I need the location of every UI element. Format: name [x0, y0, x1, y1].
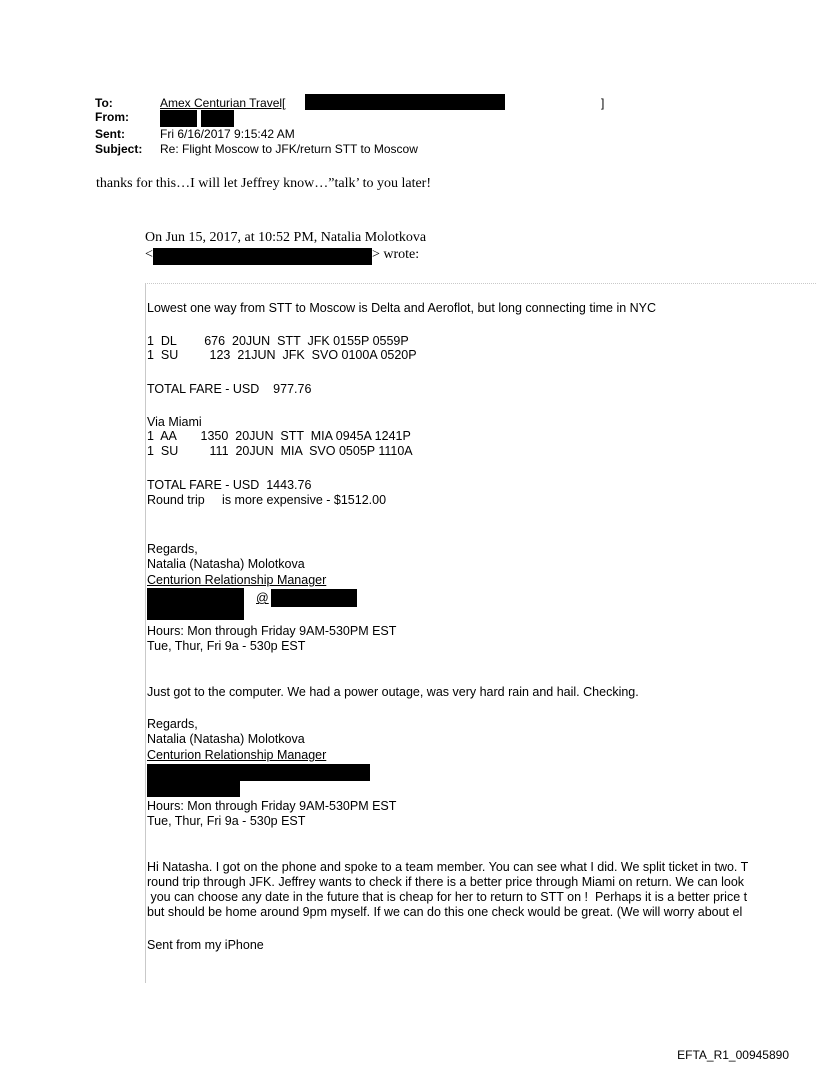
message1-intro: Lowest one way from STT to Moscow is Delta and Aeroflot, but long connecting time in NYC [147, 301, 657, 315]
flight-row: 1 DL 676 20JUN STT JFK 0155P 0559P [147, 334, 409, 348]
redaction-from-2 [201, 110, 234, 127]
signature1-at: @ [256, 591, 269, 605]
to-value: Amex Centurian Travel[ [160, 96, 286, 110]
message3-line2: round trip through JFK. Jeffrey wants to check if there is a better price through Miami on return. We can look [147, 875, 745, 889]
signature1-name: Natalia (Natasha) Molotkova [147, 557, 305, 571]
flight-row: 1 SU 111 20JUN MIA SVO 0505P 1110A [147, 444, 413, 458]
flight-row: 1 AA 1350 20JUN STT MIA 0945A 1241P [147, 429, 411, 443]
signature1-hours2: Tue, Thur, Fri 9a - 530p EST [147, 639, 306, 653]
redaction-sig1-phone [147, 588, 244, 620]
signature2-hours1: Hours: Mon through Friday 9AM-530PM EST [147, 799, 397, 813]
via-miami: Via Miami [147, 415, 202, 429]
subject-label: Subject: [95, 142, 143, 156]
document-id: EFTA_R1_00945890 [677, 1048, 789, 1062]
reply-text: thanks for this…I will let Jeffrey know…”talk’ to you later! [96, 176, 432, 191]
total-fare-2: TOTAL FARE - USD 1443.76 [147, 478, 312, 492]
message3-line3: you can choose any date in the future that is cheap for her to return to STT on ! Perhaps it is a better price t [147, 890, 748, 904]
redaction-sig1-email [271, 589, 357, 607]
redaction-sig2-line1 [147, 764, 370, 781]
redaction-sender-email [153, 248, 372, 265]
to-label: To: [95, 96, 113, 110]
quote-intro-line2-end: > wrote: [372, 247, 420, 262]
round-trip-note: Round trip is more expensive - $1512.00 [147, 493, 387, 507]
message3-line4: but should be home around 9pm myself. If we can do this one check would be great. (We will worry about el [147, 905, 743, 919]
signature2-regards: Regards, [147, 717, 198, 731]
signature1-regards: Regards, [147, 542, 198, 556]
to-value-end: ] [601, 96, 605, 110]
message2-text: Just got to the computer. We had a power outage, was very hard rain and hail. Checking. [147, 685, 639, 699]
signature2-title: Centurion Relationship Manager [147, 748, 327, 762]
subject-value: Re: Flight Moscow to JFK/return STT to Moscow [160, 142, 418, 156]
signature2-name: Natalia (Natasha) Molotkova [147, 732, 305, 746]
sent-from-iphone: Sent from my iPhone [147, 938, 264, 952]
quote-intro-line2-start: < [145, 247, 153, 262]
quote-divider [145, 283, 816, 284]
quote-border [145, 283, 146, 983]
quote-intro-line1: On Jun 15, 2017, at 10:52 PM, Natalia Molotkova [145, 230, 427, 245]
from-label: From: [95, 110, 129, 124]
redaction-to-email [305, 94, 505, 110]
message3-line1: Hi Natasha. I got on the phone and spoke to a team member. You can see what I did. We split ticket in two. T [147, 860, 749, 874]
flight-row: 1 SU 123 21JUN JFK SVO 0100A 0520P [147, 348, 417, 362]
sent-label: Sent: [95, 127, 125, 141]
redaction-from-1 [160, 110, 197, 127]
total-fare-1: TOTAL FARE - USD 977.76 [147, 382, 312, 396]
signature1-title: Centurion Relationship Manager [147, 573, 327, 587]
redaction-sig2-line2 [147, 781, 240, 797]
sent-value: Fri 6/16/2017 9:15:42 AM [160, 127, 295, 141]
signature1-hours1: Hours: Mon through Friday 9AM-530PM EST [147, 624, 397, 638]
signature2-hours2: Tue, Thur, Fri 9a - 530p EST [147, 814, 306, 828]
